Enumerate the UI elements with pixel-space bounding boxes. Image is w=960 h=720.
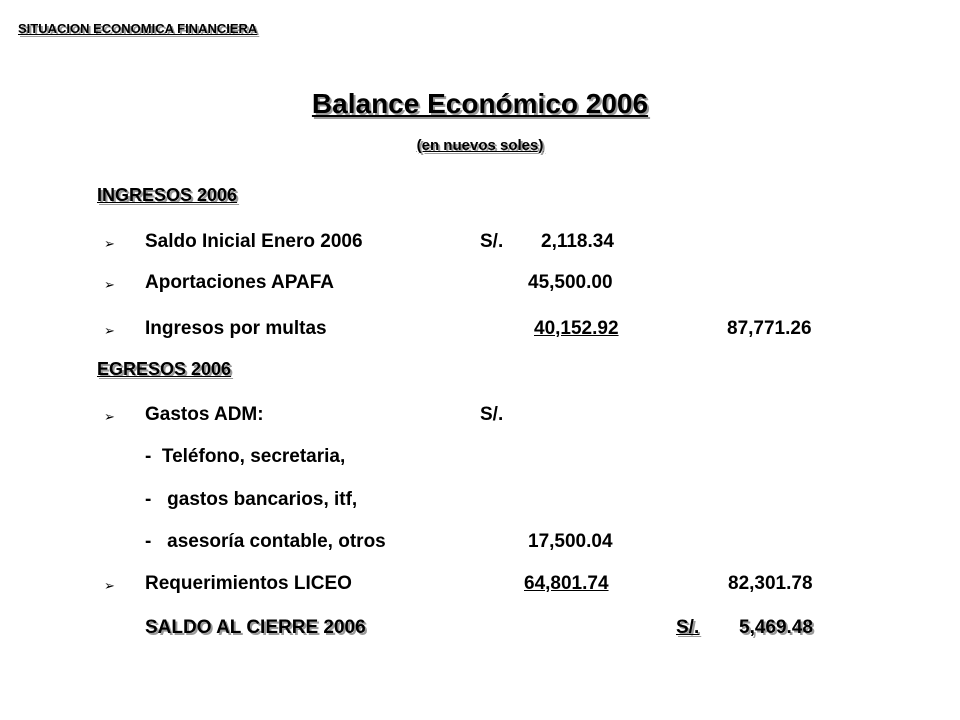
bullet-icon: ➢ — [104, 409, 115, 424]
saldo-inicial-currency: S/. — [480, 231, 504, 252]
ingresos-heading: INGRESOS 2006 — [97, 185, 238, 205]
header-label: SITUACION ECONOMICA FINANCIERA — [18, 21, 258, 36]
liceo-amount: 64,801.74 — [524, 573, 609, 594]
bullet-icon: ➢ — [104, 323, 115, 338]
gastos-adm-amount: 17,500.04 — [528, 531, 613, 552]
multas-amount: 40,152.92 — [534, 318, 619, 339]
bullet-icon: ➢ — [104, 277, 115, 292]
liceo-label: Requerimientos LICEO — [145, 573, 352, 594]
saldo-cierre-currency: S/. — [676, 617, 700, 638]
saldo-cierre-amount: 5,469.48 — [739, 617, 813, 638]
page-subtitle: (en nuevos soles) — [416, 137, 544, 154]
aportaciones-amount: 45,500.00 — [528, 272, 613, 293]
egresos-total: 82,301.78 — [728, 573, 813, 594]
ingresos-total: 87,771.26 — [727, 318, 812, 339]
bullet-icon: ➢ — [104, 578, 115, 593]
egresos-heading: EGRESOS 2006 — [97, 359, 232, 379]
gastos-adm-label: Gastos ADM: — [145, 404, 264, 425]
saldo-cierre-label: SALDO AL CIERRE 2006 — [145, 617, 366, 638]
multas-label: Ingresos por multas — [145, 318, 327, 339]
saldo-inicial-amount: 2,118.34 — [541, 231, 614, 252]
gastos-sub-item: - asesoría contable, otros — [145, 531, 386, 552]
gastos-adm-currency: S/. — [480, 404, 504, 425]
page-title: Balance Económico 2006 — [311, 88, 649, 119]
bullet-icon: ➢ — [104, 236, 115, 251]
gastos-sub-item: - Teléfono, secretaria, — [145, 446, 346, 467]
aportaciones-label: Aportaciones APAFA — [145, 272, 334, 293]
gastos-sub-item: - gastos bancarios, itf, — [145, 489, 358, 510]
saldo-inicial-label: Saldo Inicial Enero 2006 — [145, 231, 363, 252]
